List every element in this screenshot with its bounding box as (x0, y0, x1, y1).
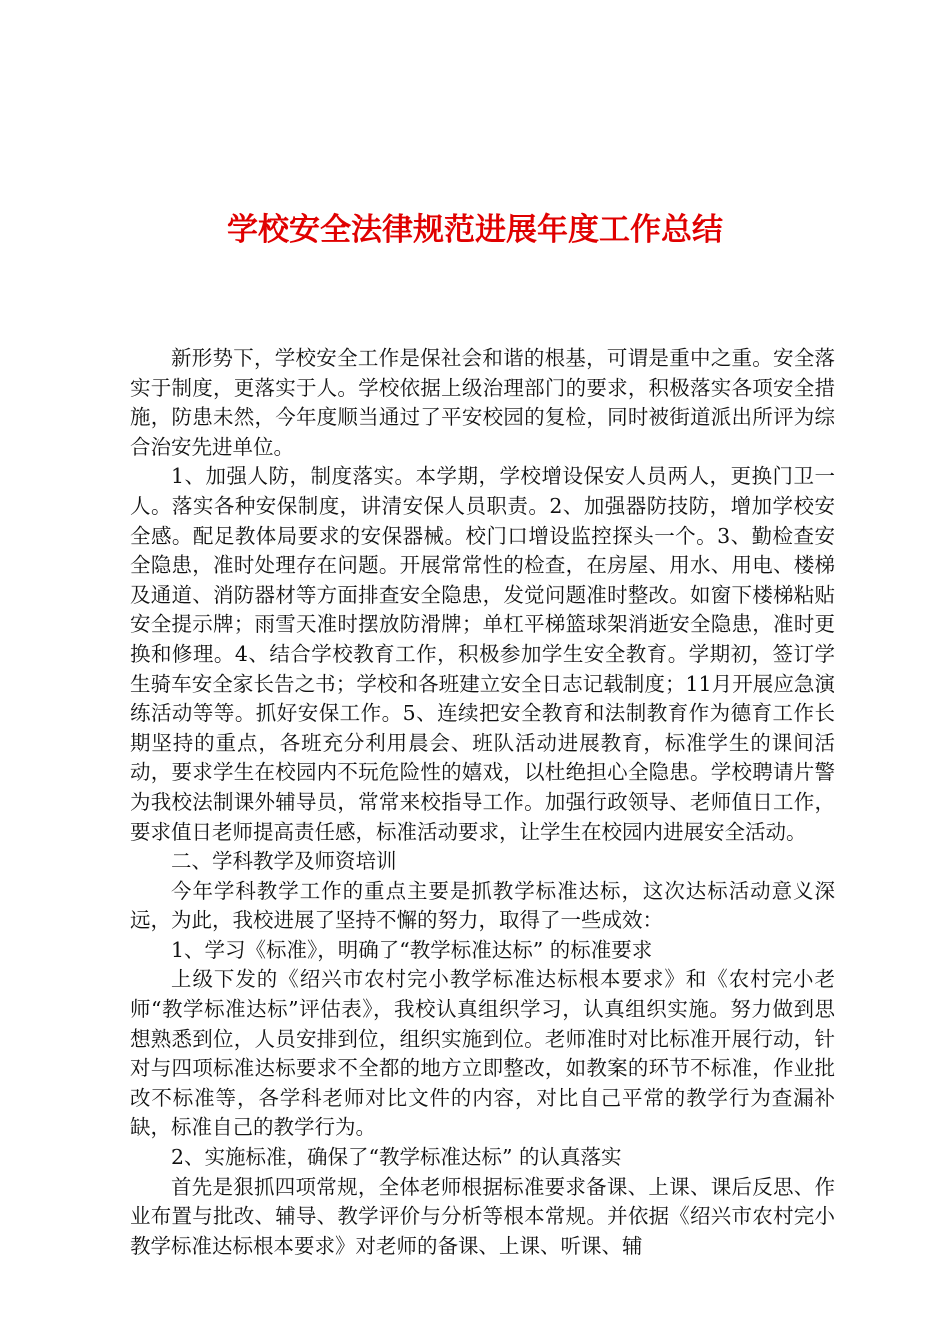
document-body (130, 344, 835, 1261)
document-title: 学校安全法律规范进展年度工作总结 (227, 212, 723, 248)
paragraph-study-standard: 上级下发的《绍兴市农村完小教学标准达标根本要求》和《农村完小老师“教学标准达标”评估表》，我校认真组织学习，认真组织实施。努力做到思想熟悉到位，人员安排到位，组织实施到位。老师准时对比标准开展行动，针对与四项标准达标要求不全都的地方立即整改，如教案的环节不标准，作业批改不标准等，各学科老师对比文件的内容，对比自己平常的教学行为查漏补缺，标准自己的教学行为。 (130, 967, 835, 1140)
paragraph-teaching-focus: 今年学科教学工作的重点主要是抓教学标准达标，这次达标活动意义深远，为此，我校进展了坚持不懈的努力，取得了一些成效： (130, 878, 835, 933)
subheading-study-standard: 1、学习《标准》，明确了“教学标准达标” 的标准要求 (171, 937, 653, 962)
paragraph-implement-standard: 首先是狠抓四项常规，全体老师根据标准要求备课、上课、课后反思、作业布置与批改、辅导、教学评价与分析等根本常规。并依据《绍兴市农村完小教学标准达标根本要求》对老师的备课、上课、听课、辅 (130, 1174, 835, 1258)
section-heading-teaching: 二、学科教学及师资培训 (171, 849, 397, 874)
paragraph-intro: 新形势下，学校安全工作是保社会和谐的根基，可谓是重中之重。安全落实于制度，更落实于人。学校依据上级治理部门的要求，积极落实各项安全措施，防患未然，今年度顺当通过了平安校园的复检，同时被街道派出所评为综合治安先进单位。 (130, 346, 835, 459)
paragraph-safety-measures: 1、加强人防，制度落实。本学期，学校增设保安人员两人，更换门卫一人。落实各种安保制度，讲清安保人员职责。2、加强器防技防，增加学校安全感。配足教体局要求的安保器械。校门口增设监控探头一个。3、勤检查安全隐患，准时处理存在问题。开展常常性的检查，在房屋、用水、用电、楼梯及通道、消防器材等方面排查安全隐患，发觉问题准时整改。如窗下楼梯粘贴安全提示牌；雨雪天准时摆放防滑牌；单杠平梯篮球架消逝安全隐患，准时更换和修理。4、结合学校教育工作，积极参加学生安全教育。学期初，签订学生骑车安全家长告之书；学校和各班建立安全日志记载制度；11月开展应急演练活动等等。抓好安保工作。5、连续把安全教育和法制教育作为德育工作长期坚持的重点，各班充分利用晨会、班队活动进展教育，标准学生的课间活动，要求学生在校园内不玩危险性的嬉戏，以杜绝担心全隐患。学校聘请片警为我校法制课外辅导员，常常来校指导工作。加强行政领导、老师值日工作，要求值日老师提高责任感，标准活动要求，让学生在校园内进展安全活动。 (130, 464, 835, 844)
subheading-implement-standard: 2、实施标准，确保了“教学标准达标” 的认真落实 (171, 1145, 622, 1170)
